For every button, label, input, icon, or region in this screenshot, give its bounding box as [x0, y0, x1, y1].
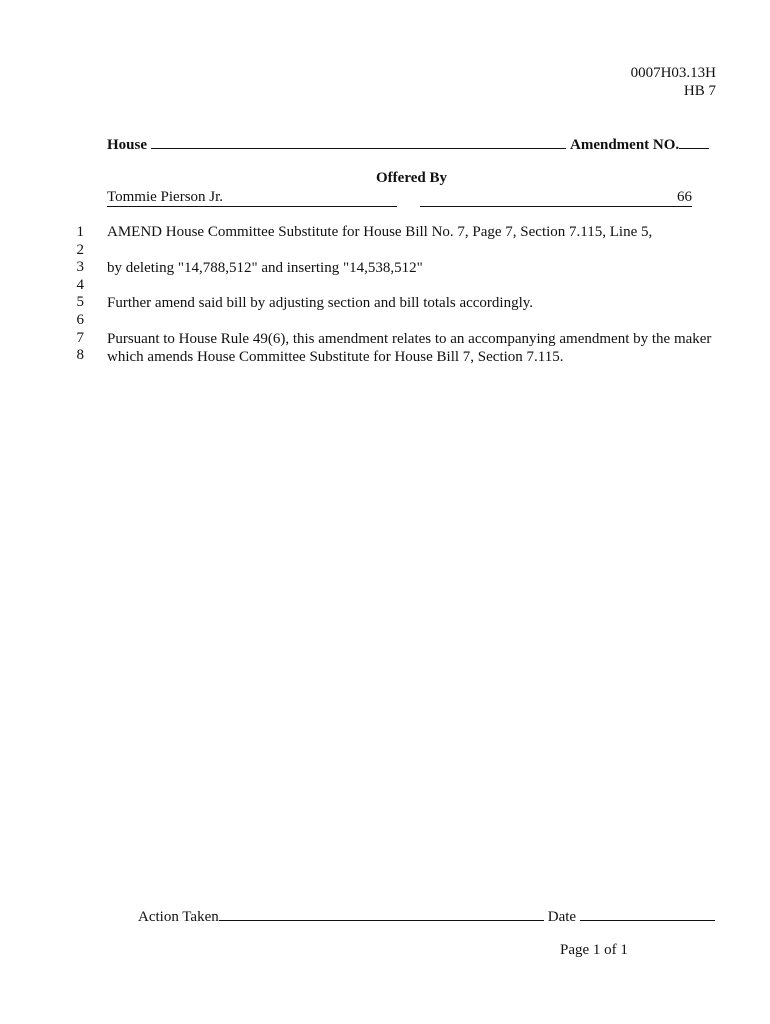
date-blank [580, 906, 715, 921]
action-taken-label: Action Taken [138, 909, 219, 925]
action-taken-row [138, 906, 715, 926]
amendment-text-line-3: by deleting "14,788,512" and inserting "14,538,512" [107, 260, 423, 276]
amendment-number-blank [679, 134, 709, 149]
line-number: 8 [76, 347, 84, 364]
line-number: 3 [76, 259, 84, 276]
amendment-number-label: Amendment NO. [570, 137, 680, 153]
amendment-text-line-5: Further amend said bill by adjusting section and bill totals accordingly. [107, 295, 534, 311]
document-code: 0007H03.13H [630, 65, 716, 81]
house-label: House [107, 137, 148, 153]
offered-by-heading: Offered By [376, 170, 447, 186]
sponsor-district: 66 [420, 189, 692, 207]
line-number: 2 [76, 241, 84, 258]
page-number: Page 1 of 1 [560, 942, 628, 958]
line-number: 7 [76, 329, 84, 346]
line-number: 5 [76, 294, 84, 311]
amendment-text-line-8: which amends House Committee Substitute for House Bill 7, Section 7.115. [107, 349, 564, 365]
document-id-block [631, 64, 716, 100]
house-blank-line [151, 134, 566, 149]
line-number: 6 [76, 311, 84, 328]
house-amendment-row [107, 134, 709, 154]
action-taken-blank [219, 906, 544, 921]
sponsor-name: Tommie Pierson Jr. [107, 189, 397, 207]
date-label: Date [547, 909, 577, 925]
line-number-column [60, 224, 84, 365]
bill-reference: HB 7 [683, 83, 716, 99]
amendment-text-line-7: Pursuant to House Rule 49(6), this amendment relates to an accompanying amendment by the maker [107, 331, 712, 347]
line-number: 4 [76, 276, 84, 293]
amendment-text-line-1: AMEND House Committee Substitute for House Bill No. 7, Page 7, Section 7.115, Line 5, [107, 224, 653, 240]
line-number: 1 [76, 224, 84, 240]
